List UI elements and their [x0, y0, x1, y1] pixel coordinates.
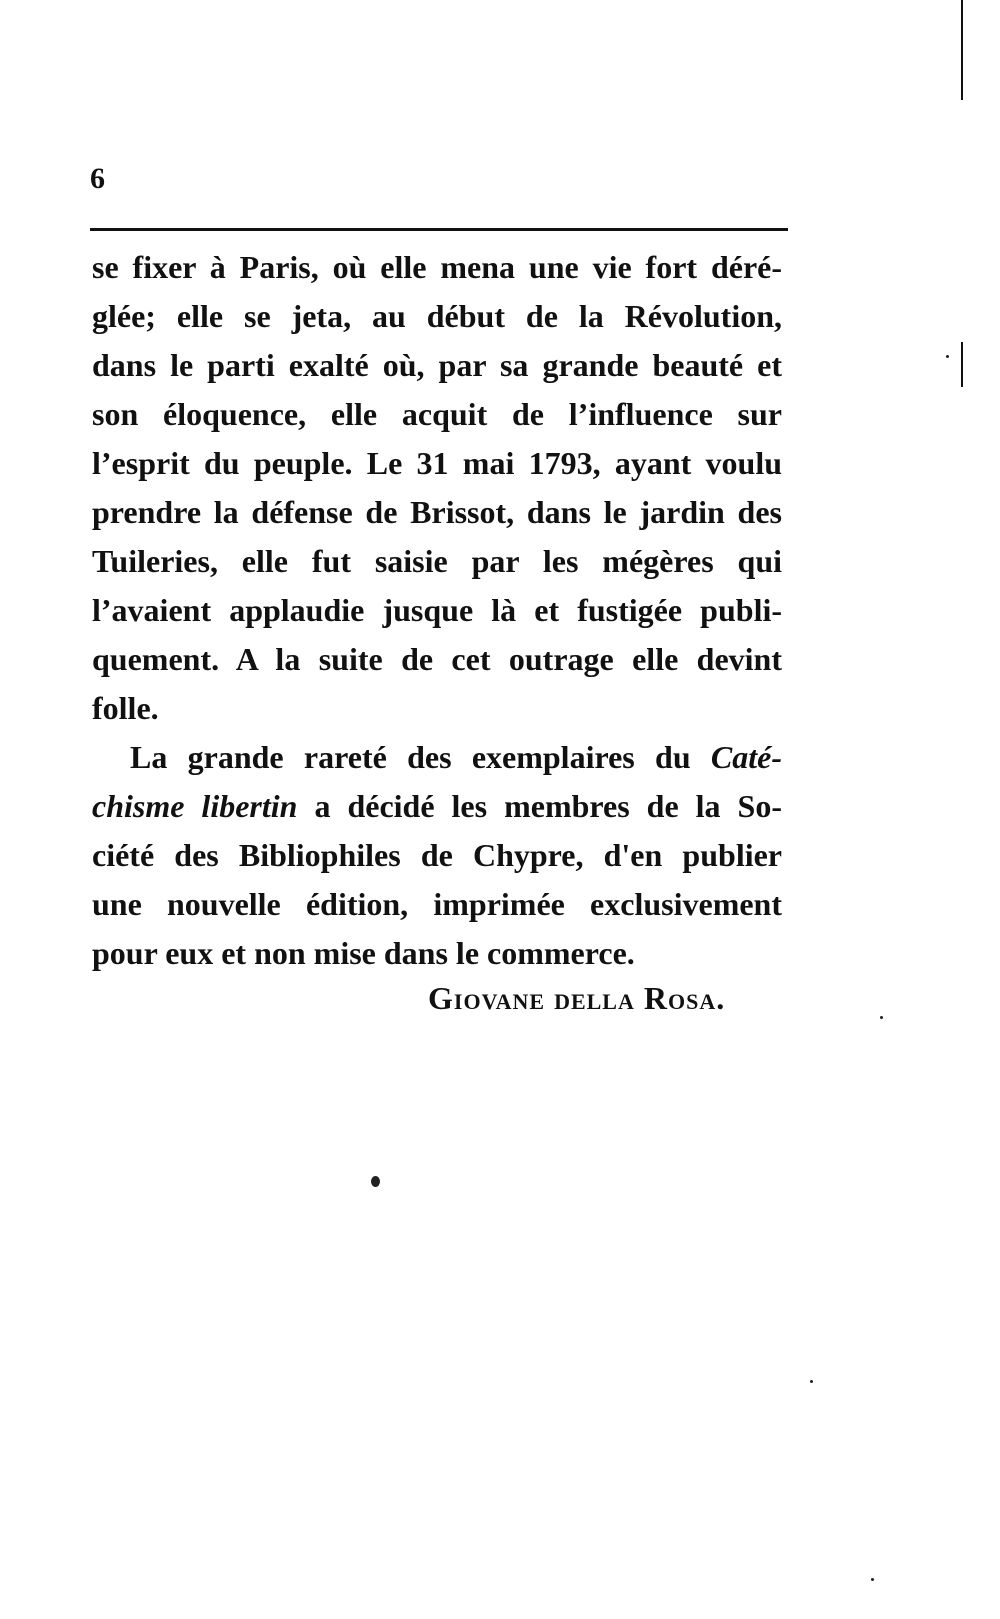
text-line: Tuileries, elle fut saisie par les mégères qui: [92, 543, 782, 579]
text-line: l’esprit du peuple. Le 31 mai 1793, ayant voulu: [92, 445, 782, 481]
text-line: prendre la défense de Brissot, dans le jardin des: [92, 494, 782, 530]
ink-speck: [810, 1380, 813, 1383]
scan-edge-mark: [961, 342, 963, 387]
text-line: son éloquence, elle acquit de l’influence sur: [92, 396, 782, 432]
book-title-italic: Caté-: [710, 739, 782, 775]
scan-edge-mark: [961, 0, 963, 100]
ink-speck: [946, 355, 949, 358]
text-line: dans le parti exalté où, par sa grande beauté et: [92, 347, 782, 383]
text-run: La grande rareté des exemplaires du: [130, 739, 711, 775]
text-line: ciété des Bibliophiles de Chypre, d'en publier: [92, 837, 782, 873]
book-title-italic: chisme libertin: [92, 788, 298, 824]
ink-speck: [371, 1176, 380, 1187]
ink-speck: [871, 1578, 874, 1581]
paragraph-1: [92, 243, 782, 733]
text-line: [92, 782, 782, 831]
text-run: a décidé les membres de la So-: [297, 788, 783, 824]
body-text: [92, 243, 782, 978]
text-line: [92, 733, 782, 782]
ink-speck: [880, 1016, 883, 1019]
paragraph-2: [92, 733, 782, 978]
text-line: une nouvelle édition, imprimée exclusivement: [92, 886, 782, 922]
text-line: se fixer à Paris, où elle mena une vie fort déré-: [92, 249, 782, 285]
text-line: folle.: [92, 690, 159, 726]
text-line: l’avaient applaudie jusque là et fustigée publi-: [92, 592, 782, 628]
text-line: pour eux et non mise dans le commerce.: [92, 935, 635, 971]
page-number: 6: [90, 162, 105, 195]
author-signature: Giovane della Rosa.: [428, 980, 726, 1016]
text-line: glée; elle se jeta, au début de la Révolution,: [92, 298, 782, 334]
text-line: quement. A la suite de cet outrage elle devint: [92, 641, 782, 677]
header-rule: [90, 228, 788, 231]
